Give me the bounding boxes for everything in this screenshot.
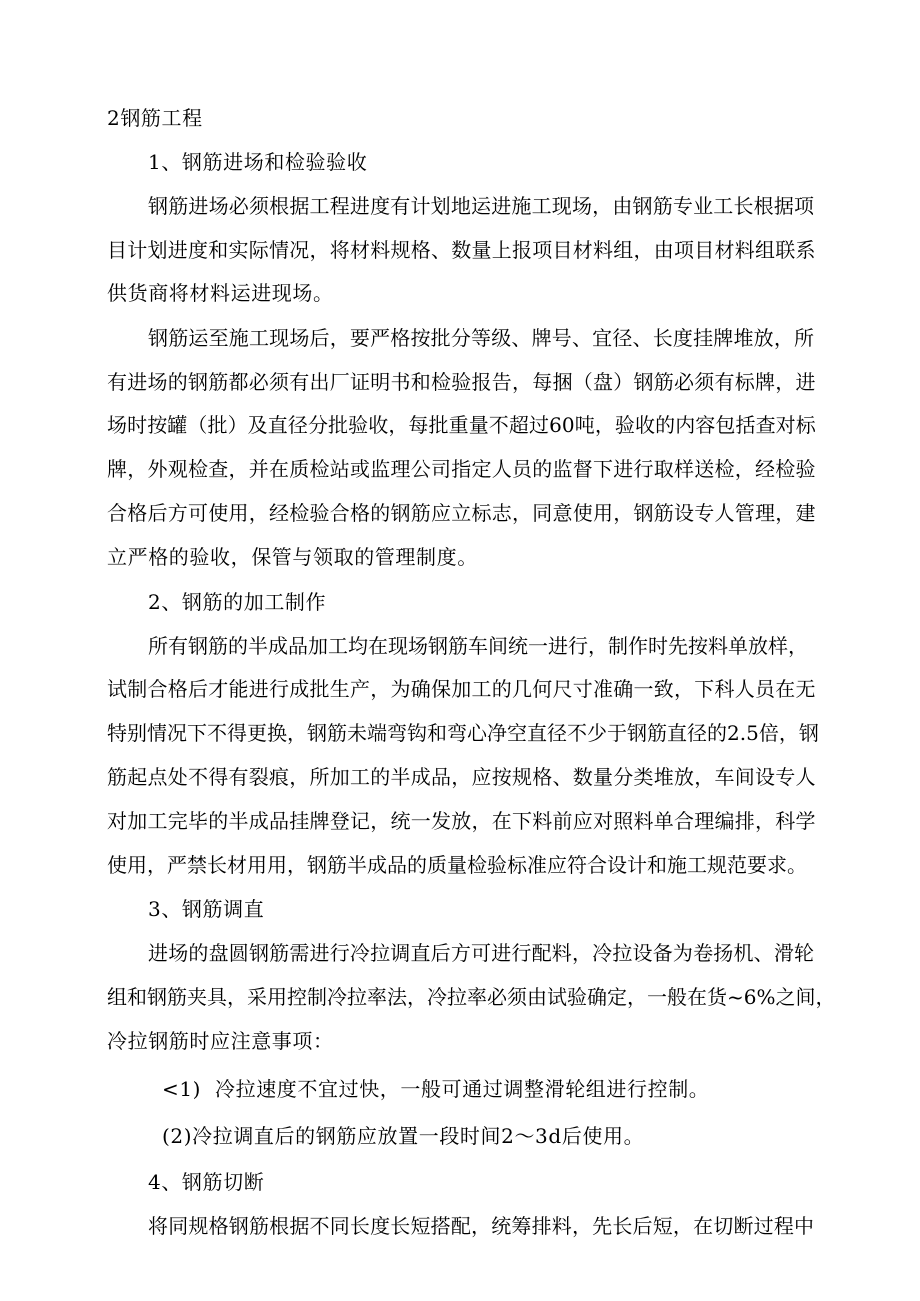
paragraph-line: 筋 起 点 处 不 得 有 裂 痕 ， 所 加 工 的 半 成 品 ， 应 按 规 格 、 数 量 分 类 堆 放 ， 车 间 设 专 人 bbox=[107, 765, 816, 789]
paragraph-line: 进 场 的 盘 圆 钢 筋 需 进 行 冷 拉 调 直 后 方 可 进 行 配 料 ， 冷 拉 设 备 为 卷 扬 机 、 滑 轮 bbox=[148, 941, 814, 965]
paragraph-line: 钢 筋 运 至 施 工 现 场 后 ， 要 严 格 按 批 分 等 级 、 牌 号 、 宜 径 、 长 度 挂 牌 堆 放 ， 所 bbox=[148, 326, 814, 350]
paragraph-line: 组 和 钢 筋 夹 具 ， 采 用 控 制 冷 拉 率 法 ， 冷 拉 率 必 须 由 试 验 确 定 ， 一 般 在 货 ~ 6 % 之 间 ， bbox=[107, 985, 836, 1009]
paragraph-line: 使 用 ， 严 禁 长 材 用 用 ， 钢 筋 半 成 品 的 质 量 检 验 标 准 应 符 合 设 计 和 施 工 规 范 要 求 。 bbox=[107, 853, 807, 877]
heading-2: 2、钢筋的加工制作 bbox=[148, 590, 327, 614]
paragraph-line: 场 时 按 罐 （ 批 ） 及 直 径 分 批 验 收 ， 每 批 重 量 不 超 过 6 0 吨 ， 验 收 的 内 容 包 括 查 对 标 bbox=[107, 413, 816, 437]
list-item-1: <1) 冷拉速度不宜过快，一般可通过调整滑轮组进行控制。 bbox=[162, 1077, 710, 1101]
paragraph-line: 钢 筋 进 场 必 须 根 据 工 程 进 度 有 计 划 地 运 进 施 工 现 场 ， 由 钢 筋 专 业 工 长 根 据 项 bbox=[148, 194, 814, 218]
paragraph-line: 所 有 钢 筋 的 半 成 品 加 工 均 在 现 场 钢 筋 车 间 统 一 进 行 ， 制 作 时 先 按 料 单 放 样 ， bbox=[148, 634, 808, 658]
paragraph-line: 立严格的验收，保管与领取的管理制度。 bbox=[107, 545, 478, 569]
paragraph-line: 目 计 划 进 度 和 实 际 情 况 ， 将 材 料 规 格 、 数 量 上 报 项 目 材 料 组 ， 由 项 目 材 料 组 联 系 bbox=[107, 238, 816, 262]
heading-4: 4、钢筋切断 bbox=[148, 1170, 265, 1194]
section-title: 2钢筋工程 bbox=[107, 106, 203, 130]
paragraph-line: 合 格 后 方 可 使 用 ， 经 检 验 合 格 的 钢 筋 应 立 标 志 ， 同 意 使 用 ， 钢 筋 设 专 人 管 理 ， 建 bbox=[107, 501, 816, 525]
heading-3: 3、钢筋调直 bbox=[148, 897, 265, 921]
list-item-2: (2)冷拉调直后的钢筋应放置一段时间2〜3d后使用。 bbox=[162, 1124, 645, 1148]
paragraph-line: 供货商将材料运进现场。 bbox=[107, 281, 334, 305]
paragraph-line: 特 别 情 况 下 不 得 更 换 ， 钢 筋 未 端 弯 钩 和 弯 心 净 空 直 径 不 少 于 钢 筋 直 径 的 2 . 5 倍 ， 钢 bbox=[107, 721, 819, 745]
paragraph-line: 牌 ， 外 观 检 查 ， 并 在 质 检 站 或 监 理 公 司 指 定 人 员 的 监 督 下 进 行 取 样 送 检 ， 经 检 验 bbox=[107, 457, 816, 481]
paragraph-line: 对 加 工 完 毕 的 半 成 品 挂 牌 登 记 ， 统 一 发 放 ， 在 下 料 前 应 对 照 料 单 合 理 编 排 ， 科 学 bbox=[107, 809, 816, 833]
heading-1: 1、钢筋进场和检验验收 bbox=[148, 150, 368, 174]
paragraph-line: 有 进 场 的 钢 筋 都 必 须 有 出 厂 证 明 书 和 检 验 报 告 ， 每 捆 （ 盘 ） 钢 筋 必 须 有 标 牌 ， 进 bbox=[107, 370, 816, 394]
paragraph-line: 将 同 规 格 钢 筋 根 据 不 同 长 度 长 短 搭 配 ， 统 筹 排 料 ， 先 长 后 短 ， 在 切 断 过 程 中 bbox=[148, 1214, 814, 1238]
paragraph-line: 冷拉钢筋时应注意事项： bbox=[107, 1029, 334, 1053]
paragraph-line: 试 制 合 格 后 才 能 进 行 成 批 生 产 ， 为 确 保 加 工 的 几 何 尺 寸 准 确 一 致 ， 下 科 人 员 在 无 bbox=[107, 677, 816, 701]
